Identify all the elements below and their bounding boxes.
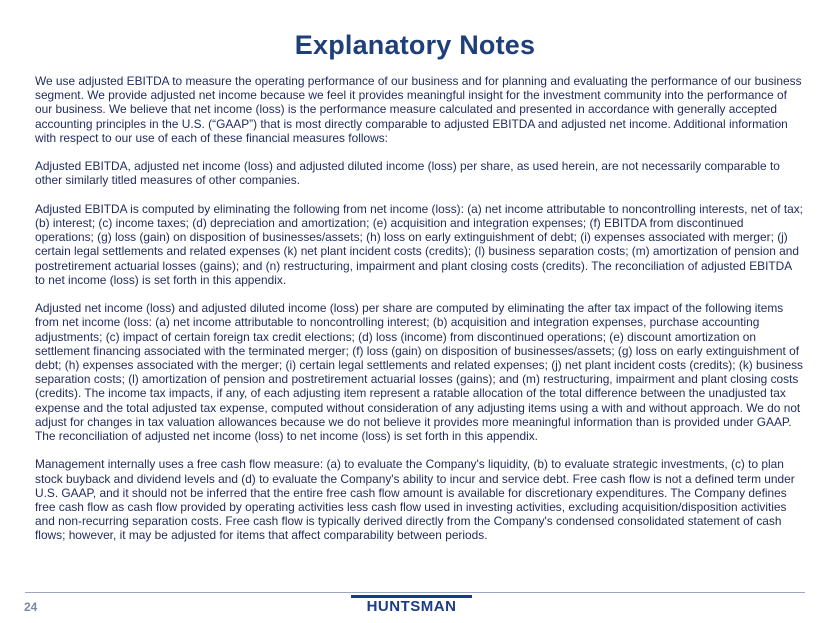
paragraph-ebitda-intro: We use adjusted EBITDA to measure the operating performance of our business and for planning and evaluating the performance of our business segment. We provide adjusted net income because we feel it provides meaningful insight for the investment community into the performance of our business. We believe that net income (loss) is the performance measure calculated and presented in accordance with generally accepted accounting principles in the U.S. (“GAAP”) that is most directly comparable to adjusted EBITDA and adjusted net income. Additional information with respect to our use of each of these financial measures follows:: [35, 74, 802, 145]
logo-text: HUNTSMAN: [366, 598, 457, 615]
paragraph-comparability: Adjusted EBITDA, adjusted net income (loss) and adjusted diluted income (loss) per share, as used herein, are not necessarily comparable to other similarly titled measures of other companies.: [35, 159, 780, 188]
slide-title: Explanatory Notes: [294, 30, 536, 60]
paragraph-free-cash-flow: Management internally uses a free cash flow measure: (a) to evaluate the Company's liquidity, (b) to evaluate strategic investments, (c) to plan stock buyback and dividend levels and (d) to evaluate the Company's ability to incur and service debt. Free cash flow is not a defined term under U.S. GAAP, and it should not be inferred that the entire free cash flow amount is available for discretionary expenditures. The Company defines free cash flow as cash flow provided by operating activities less cash flow used in investing activities, excluding acquisition/disposition activities and non-recurring separation costs. Free cash flow is typically derived directly from the Company's condensed consolidated statement of cash flows; however, it may be adjusted for items that affect comparability between periods.: [35, 457, 795, 543]
notes-body: [35, 74, 803, 557]
paragraph-adjusted-net-income: Adjusted net income (loss) and adjusted diluted income (loss) per share are computed by eliminating the after tax impact of the following items from net income (loss: (a) net income attributable to noncontrolling interest; (b) acquisition and integration expenses, purchase accounting adjustments; (c) impact of certain foreign tax credit elections; (d) loss (income) from discontinued operations; (e) discount amortization on settlement financing associated with the terminated merger; (f) loss (gain) on disposition of businesses/assets; (g) loss on early extinguishment of debt; (h) expenses associated with the merger; (i) certain legal settlements and related expenses; (j) net plant incident costs (credits); (k) business separation costs; (l) amortization of pension and postretirement actuarial losses (gains); and (m) restructuring, impairment and plant closing costs (credits). The income tax impacts, if any, of each adjusting item represent a ratable allocation of the total difference between the unadjusted tax expense and the total adjusted tax expense, computed without consideration of any adjusting items using a with and without approach. We do not adjust for changes in tax valuation allowances because we do not believe it provides more meaningful information than is provided under GAAP. The reconciliation of adjusted net income (loss) to net income (loss) is set forth in this appendix.: [35, 301, 803, 444]
huntsman-logo: [351, 595, 472, 619]
footer-divider: [25, 592, 805, 593]
paragraph-ebitda-computation: Adjusted EBITDA is computed by eliminating the following from net income (loss): (a) net income attributable to noncontrolling interests, net of tax; (b) interest; (c) income taxes; (d) depreciation and amortization; (e) acquisition and integration expenses; (f) EBITDA from discontinued operations; (g) loss (gain) on disposition of businesses/assets; (h) loss on early extinguishment of debt; (i) expenses associated with merger; (j) certain legal settlements and related expenses (k) net plant incident costs (credits); (l) business separation costs; (m) amortization of pension and postretirement actuarial losses (gains); and (n) restructuring, impairment and plant closing costs (credits). The reconciliation of adjusted EBITDA to net income (loss) is set forth in this appendix.: [35, 201, 803, 287]
page-number: 24: [24, 600, 38, 614]
